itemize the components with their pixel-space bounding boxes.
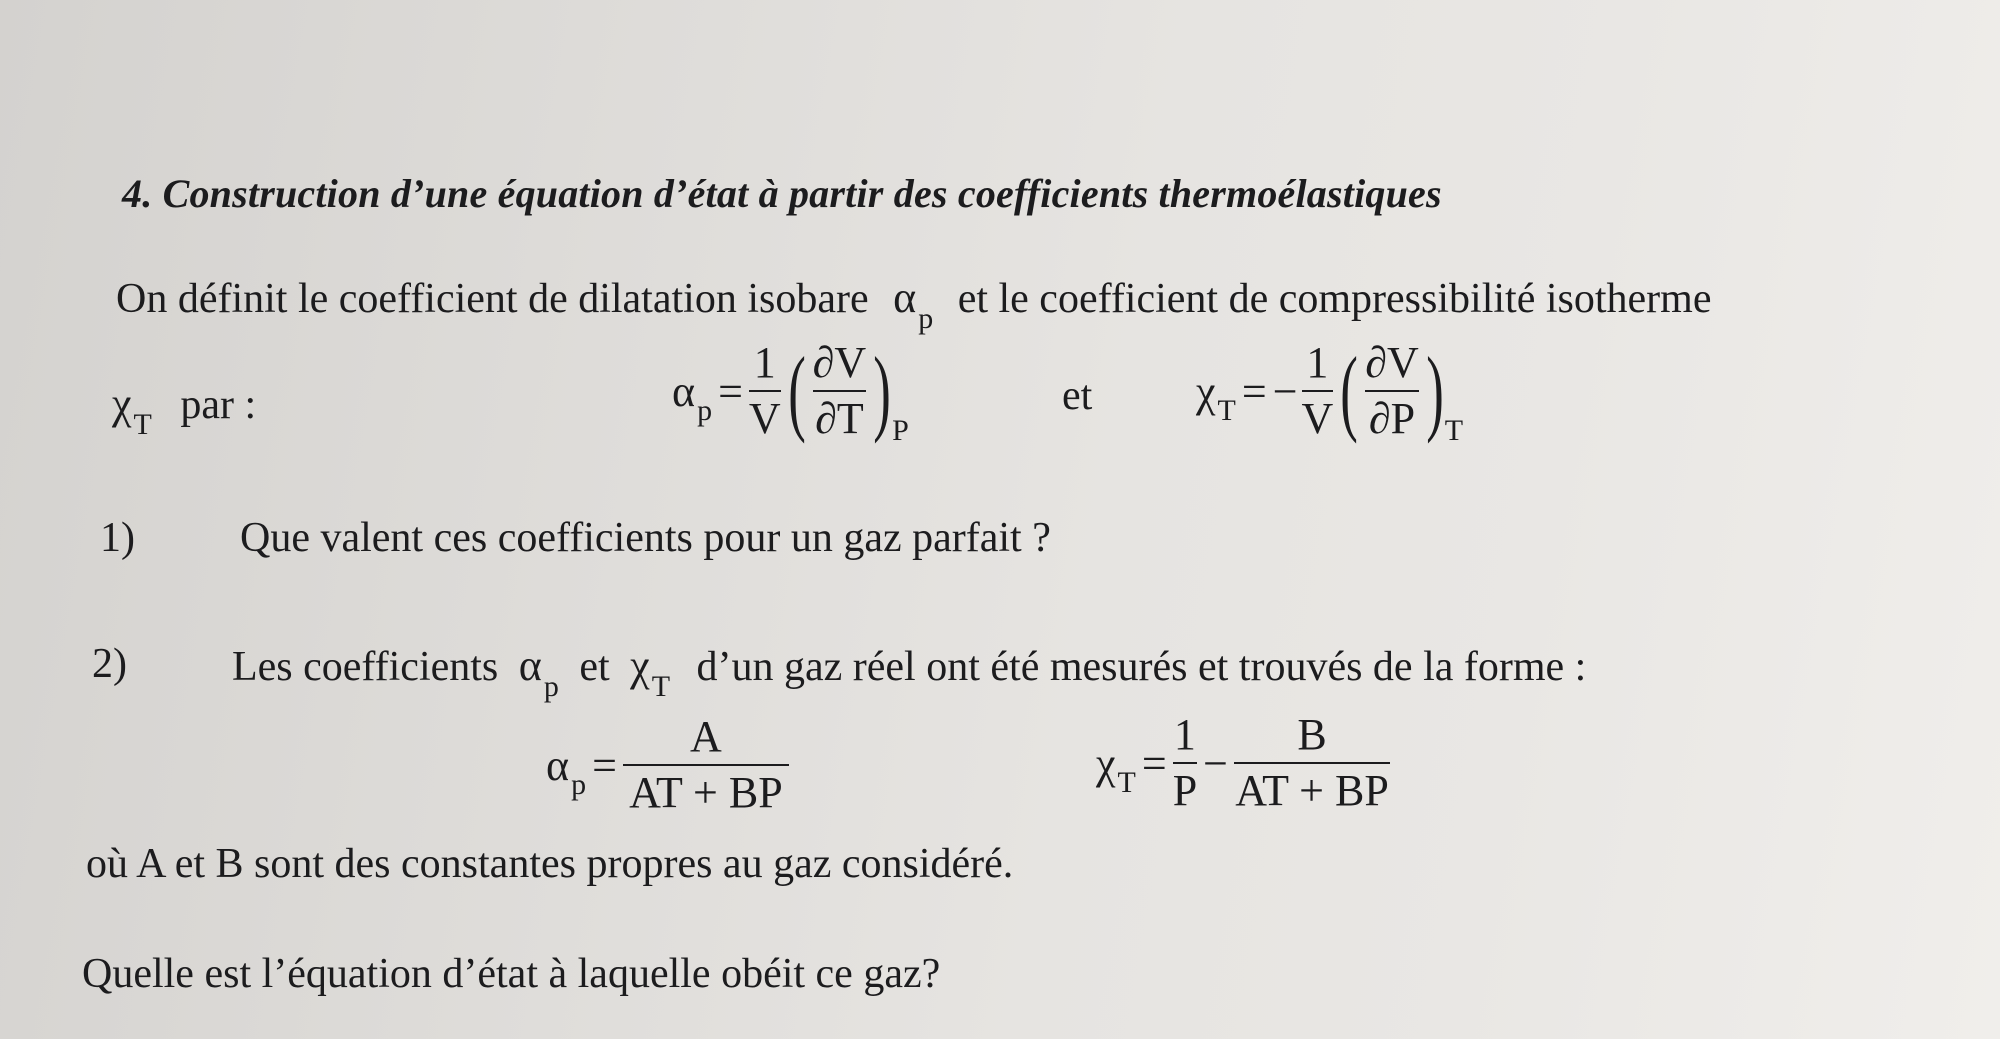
partial-fraction [1365, 340, 1419, 442]
chi-lhs: χ [1196, 366, 1216, 416]
alpha-denominator: AT + BP [629, 768, 783, 818]
fraction-bar [749, 390, 781, 392]
equals-sign: = [1141, 738, 1167, 788]
equals-sign: = [718, 366, 743, 416]
q2-text-end: d’un gaz réel ont été mesurés et trouvés de la forme : [696, 644, 1587, 690]
constant-temperature-subscript: T [1444, 414, 1464, 448]
chi-symbol: χ [112, 379, 132, 428]
right-paren: ) [1425, 337, 1444, 445]
equals-sign: = [592, 740, 617, 790]
chi-definition [1196, 337, 1464, 448]
question-1-number: 1) [100, 515, 135, 561]
question-1-text: Que valent ces coefficients pour un gaz parfait ? [240, 515, 1051, 561]
chi-lhs-subscript: T [1117, 766, 1136, 800]
constants-note: où A et B sont des constantes propres au gaz considéré. [86, 841, 1014, 887]
fraction-numerator: 1 [1173, 710, 1196, 759]
alpha-formula [546, 714, 789, 816]
q2-text-start: Les coefficients [232, 644, 499, 690]
intro-line-1 [116, 272, 1712, 335]
one-over-v-fraction [749, 340, 781, 442]
par-label: par : [180, 382, 257, 428]
fraction-denominator: V [748, 394, 781, 444]
alpha-lhs-subscript: p [571, 768, 587, 802]
partial-numerator: ∂V [812, 338, 867, 387]
alpha-symbol: α [518, 641, 542, 690]
fraction-numerator: 1 [753, 338, 776, 387]
alpha-lhs-subscript: p [697, 394, 713, 428]
fraction-numerator: 1 [1306, 338, 1329, 387]
right-paren: ) [873, 337, 891, 445]
chi-formula [1096, 712, 1390, 814]
partial-denominator: ∂T [815, 394, 864, 444]
alpha-numerator: A [690, 712, 722, 761]
fraction-denominator: V [1301, 394, 1334, 444]
question-2-number: 2) [92, 641, 127, 687]
left-paren: ( [787, 337, 806, 445]
intro-text-end: et le coefficient de compressibilité isotherme [957, 276, 1712, 322]
alpha-definition [672, 337, 909, 448]
fraction-bar [1302, 390, 1334, 392]
b-denominator: AT + BP [1235, 766, 1389, 816]
chi-symbol: χ [630, 641, 650, 690]
fraction-bar [623, 764, 789, 766]
fraction-bar [813, 390, 867, 392]
alpha-subscript: p [543, 670, 559, 703]
q2-et: et [579, 644, 610, 690]
fraction-denominator: P [1172, 766, 1198, 816]
left-paren: ( [1340, 337, 1359, 445]
minus-sign: − [1203, 738, 1228, 788]
alpha-lhs: α [672, 366, 696, 416]
chi-subscript: T [651, 670, 671, 703]
alpha-lhs: α [546, 740, 570, 790]
b-numerator: B [1297, 710, 1327, 759]
alpha-symbol: α [893, 273, 917, 322]
intro-text-start: On définit le coefficient de dilatation isobare [116, 276, 869, 322]
partial-fraction [813, 340, 867, 442]
et-connector: et [1062, 373, 1093, 419]
intro-line-2 [112, 378, 257, 441]
alpha-subscript: p [918, 302, 934, 335]
fraction-bar [1234, 762, 1390, 764]
constant-pressure-subscript: P [892, 414, 909, 448]
chi-lhs: χ [1096, 738, 1116, 788]
fraction-bar [1173, 762, 1197, 764]
question-2-text [232, 640, 1587, 703]
b-fraction [1234, 712, 1390, 814]
minus-sign: − [1272, 366, 1298, 416]
section-title: 4. Construction d’une équation d’état à partir des coefficients thermoélastiques [122, 171, 1442, 216]
fraction-bar [1365, 390, 1419, 392]
alpha-fraction [623, 714, 789, 816]
partial-numerator: ∂V [1365, 338, 1419, 387]
one-over-v-fraction [1302, 340, 1334, 442]
chi-subscript: T [133, 408, 152, 441]
final-question: Quelle est l’équation d’état à laquelle obéit ce gaz? [82, 951, 941, 997]
one-over-p-fraction [1173, 712, 1197, 814]
partial-denominator: ∂P [1368, 394, 1416, 444]
equals-sign: = [1241, 366, 1267, 416]
chi-lhs-subscript: T [1217, 394, 1236, 428]
